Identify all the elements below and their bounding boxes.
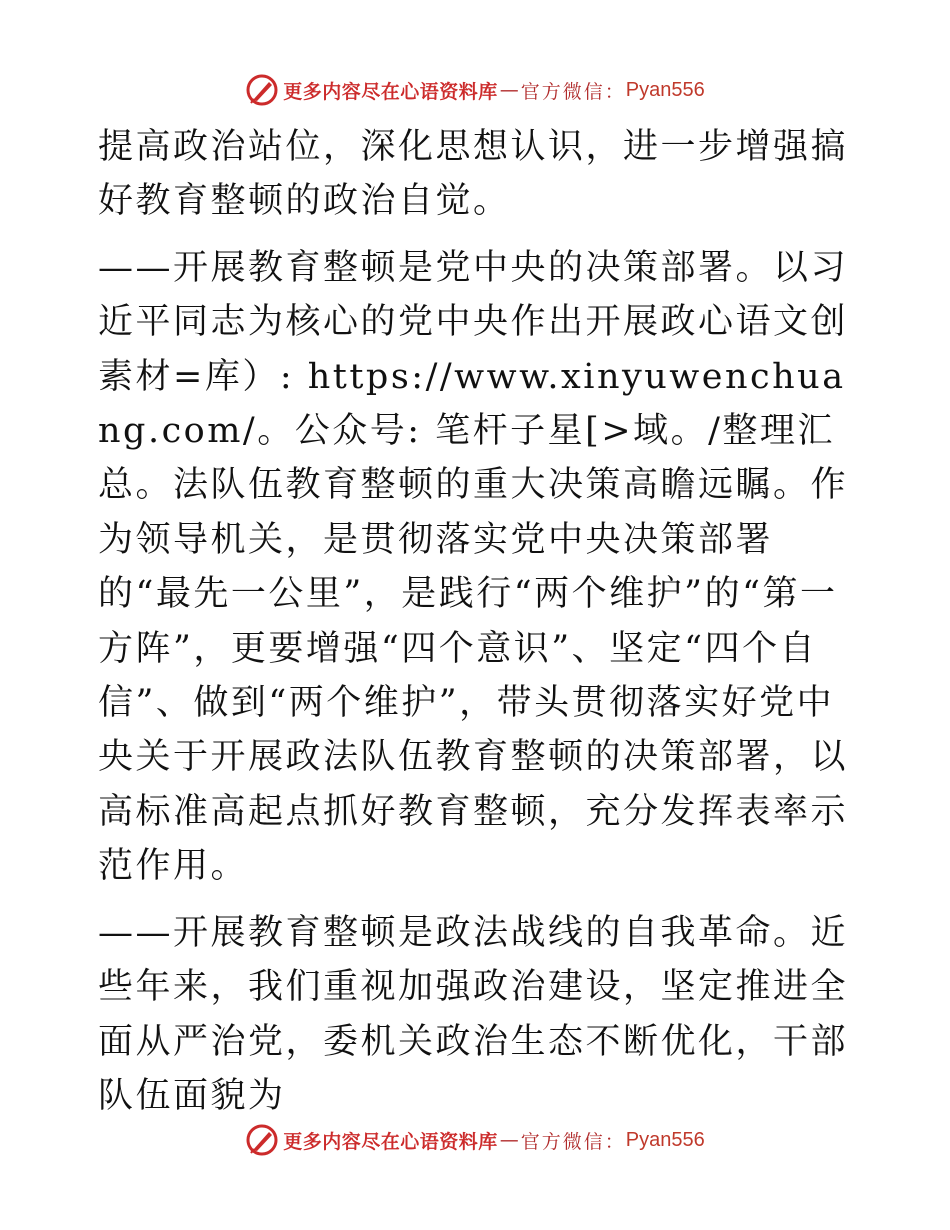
banner-wechat-label: 官方微信：: [520, 1130, 626, 1153]
document-body: [98, 120, 858, 1135]
banner-dash: —: [499, 79, 519, 101]
banner-dash: —: [499, 1129, 519, 1151]
footer-watermark-banner: [0, 1120, 950, 1160]
banner-site-name: 更多内容尽在心语资料库: [283, 80, 498, 103]
paragraph-2: ——开展教育整顿是党中央的决策部署。以习近平同志为核心的党中央作出开展政心语文创素材=库）: https://www.xinyuwenchuang.com/。公众号: 笔杆子星[>域。/整理汇总。法队伍教育整顿的重大决策高瞻远瞩。作为领导机关，是贯彻落实党中央决策部署的“最先一公里”，是践行“两个维护”的“第一方阵”，更要增强“四个意识”、坚定“四个自信”、做到“两个维护”，带头贯彻落实好党中央关于开展政法队伍教育整顿的决策部署，以高标准高起点抓好教育整顿，充分发挥表率示范作用。: [98, 247, 849, 887]
paragraph-1: 提高政治站位，深化思想认识，进一步增强搞好教育整顿的政治自觉。: [98, 127, 849, 222]
quill-logo-icon: [245, 73, 279, 107]
header-watermark-banner: [0, 70, 950, 110]
quill-logo-icon: [245, 1123, 279, 1157]
banner-site-name: 更多内容尽在心语资料库: [283, 1130, 498, 1153]
banner-wechat-label: 官方微信：: [520, 80, 626, 103]
banner-wechat-id: Pyan556: [625, 1128, 705, 1151]
paragraph-3: ——开展教育整顿是政法战线的自我革命。近些年来，我们重视加强政治建设，坚定推进全面从严治党，委机关政治生态不断优化，干部队伍面貌为: [98, 912, 849, 1116]
banner-wechat-id: Pyan556: [625, 78, 705, 101]
